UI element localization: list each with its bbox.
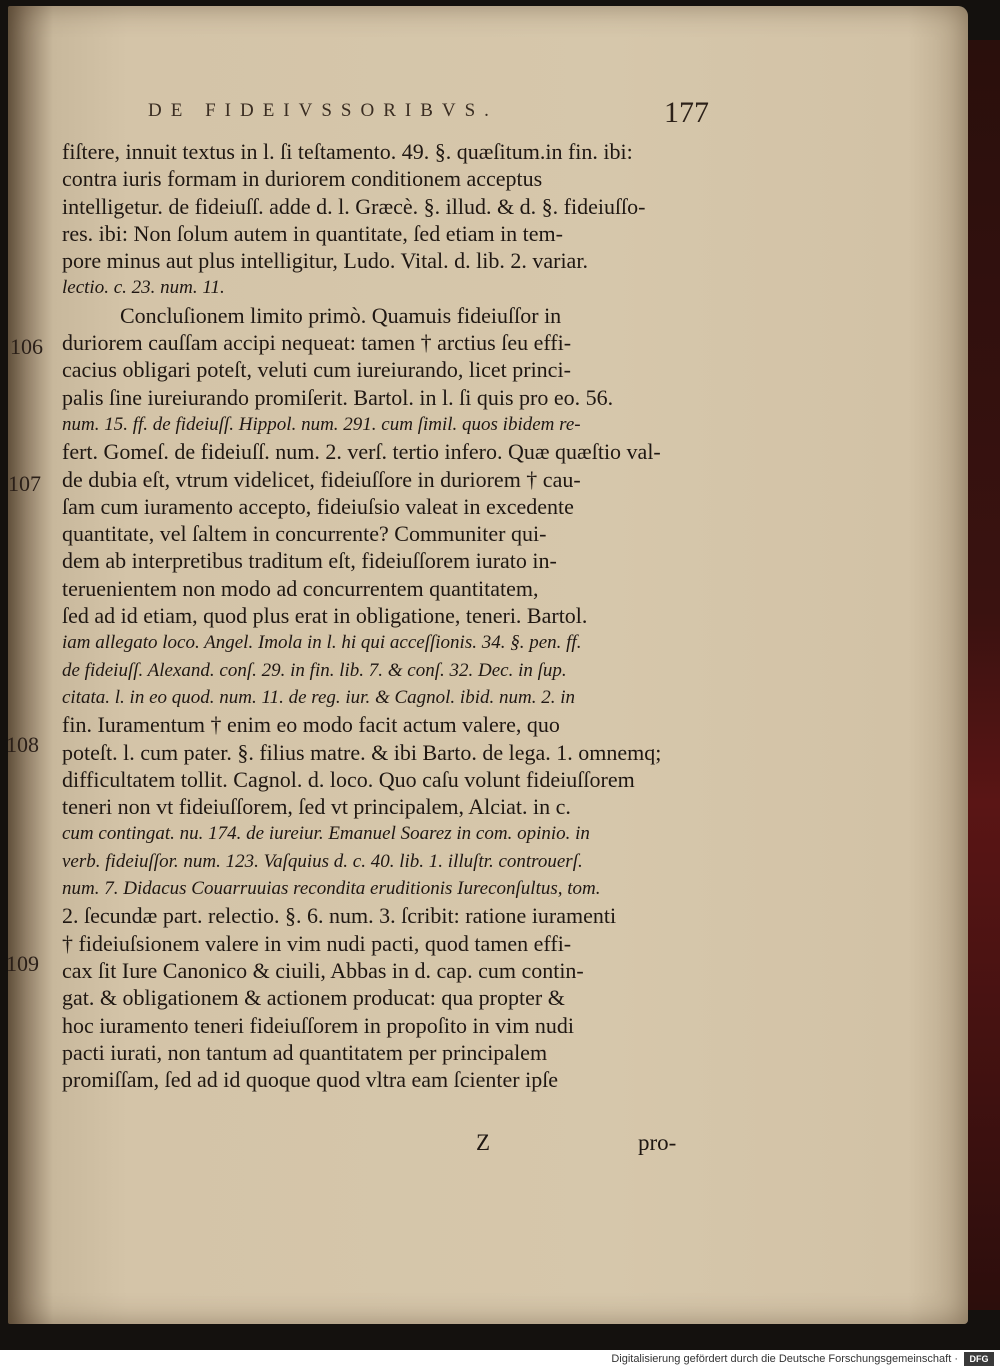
text-line: citata. l. in eo quod. num. 11. de reg. iur. & Cagnol. ibid. num. 2. in: [62, 686, 575, 708]
text-line: teneri non vt fideiuſſorem, ſed vt principalem, Alciat. in c.: [62, 794, 571, 820]
text-line: Concluſionem limito primò. Quamuis fideiuſſor in: [120, 302, 562, 328]
text-line: palis ſine iureiurando promiſerit. Bartol. in l. ſi quis pro eo. 56.: [62, 384, 614, 410]
text-line: contra iuris formam in duriorem conditionem acceptus: [62, 166, 543, 192]
text-line: fert. Gomeſ. de fideiuſſ. num. 2. verſ. tertio infero. Quæ quæſtio val-: [62, 439, 661, 465]
margin-number: 108: [6, 732, 39, 757]
text-line: pore minus aut plus intelligitur, Ludo. Vital. d. lib. 2. variar.: [62, 248, 588, 274]
text-line: duriorem cauſſam accipi nequeat: tamen † arctius ſeu effi-: [62, 330, 572, 356]
text-line: de fideiuſſ. Alexand. conſ. 29. in fin. lib. 7. & conſ. 32. Dec. in ſup.: [62, 659, 567, 681]
text-line: res. ibi: Non ſolum autem in quantitate, ſed etiam in tem-: [62, 220, 563, 246]
running-head: DE FIDEIVSSORIBVS.: [148, 100, 498, 121]
page-number: 177: [664, 96, 709, 129]
text-line: gat. & obligationem & actionem producat: qua propter &: [62, 985, 565, 1011]
dfg-logo-icon: DFG: [964, 1352, 994, 1366]
margin-number: 106: [10, 334, 43, 359]
text-line: de dubia eſt, vtrum videlicet, fideiuſſore in duriorem † cau-: [62, 466, 581, 492]
text-line: lectio. c. 23. num. 11.: [62, 277, 225, 299]
text-line: fiſtere, innuit textus in l. ſi teſtamento. 49. §. quæſitum.in fin. ibi:: [62, 139, 633, 164]
text-line: hoc iuramento teneri fideiuſſorem in propoſito in vim nudi: [62, 1012, 575, 1038]
text-line: teruenientem non modo ad concurrentem quantitatem,: [62, 575, 539, 601]
text-line: dem ab interpretibus traditum eſt, fideiuſſorem iurato in-: [62, 548, 557, 574]
text-line: quantitate, vel ſaltem in concurrente? Communiter qui-: [62, 521, 547, 547]
text-line: difficultatem tollit. Cagnol. d. loco. Quo caſu volunt fideiuſſorem: [62, 766, 635, 792]
signature-mark: Z: [476, 1130, 491, 1155]
text-line: iam allegato loco. Angel. Imola in l. hi qui acceſſionis. 34. §. pen. ff.: [62, 632, 582, 654]
catchword: pro-: [638, 1130, 677, 1155]
margin-number: 109: [6, 951, 39, 976]
text-line: cacius obligari poteſt, veluti cum iureiurando, licet princi-: [62, 357, 571, 383]
body-text: [40, 138, 720, 1093]
binding-edge: [968, 40, 1000, 1310]
text-line: ſam cum iuramento accepto, fideiuſsio valeat in excedente: [62, 493, 574, 519]
text-line: poteſt. l. cum pater. §. filius matre. & ibi Barto. de lega. 1. omnemq;: [62, 739, 662, 765]
text-line: fin. Iuramentum † enim eo modo facit actum valere, quo: [62, 712, 560, 738]
text-line: verb. fideiuſſor. num. 123. Vaſquius d. c. 40. lib. 1. illuſtr. controuerſ.: [62, 850, 583, 872]
text-line: pacti iurati, non tantum ad quantitatem per principalem: [62, 1039, 548, 1065]
text-line: cum contingat. nu. 174. de iureiur. Emanuel Soarez in com. opinio. in: [62, 823, 590, 845]
text-line: num. 7. Didacus Couarruuias recondita eruditionis Iureconſultus, tom.: [62, 878, 601, 900]
text-line: promiſſam, ſed ad id quoque quod vltra eam ſcienter ipſe: [62, 1067, 559, 1093]
funding-credit: Digitalisierung gefördert durch die Deutsche Forschungsgemeinschaft ·: [611, 1353, 958, 1365]
text-line: num. 15. ff. de fideiuſſ. Hippol. num. 291. cum ſimil. quos ibidem re-: [62, 413, 581, 435]
text-line: † fideiuſsionem valere in vim nudi pacti, quod tamen effi-: [62, 930, 572, 956]
text-line: cax ſit Iure Canonico & ciuili, Abbas in d. cap. cum contin-: [62, 957, 584, 983]
text-line: intelligetur. de fideiuſſ. adde d. l. Græcè. §. illud. & d. §. fideiuſſo-: [62, 193, 646, 219]
margin-number: 107: [8, 471, 41, 496]
text-line: 2. ſecundæ part. relectio. §. 6. num. 3. ſcribit: ratione iuramenti: [62, 903, 617, 929]
text-line: ſed ad id etiam, quod plus erat in obligatione, teneri. Bartol.: [62, 603, 588, 629]
